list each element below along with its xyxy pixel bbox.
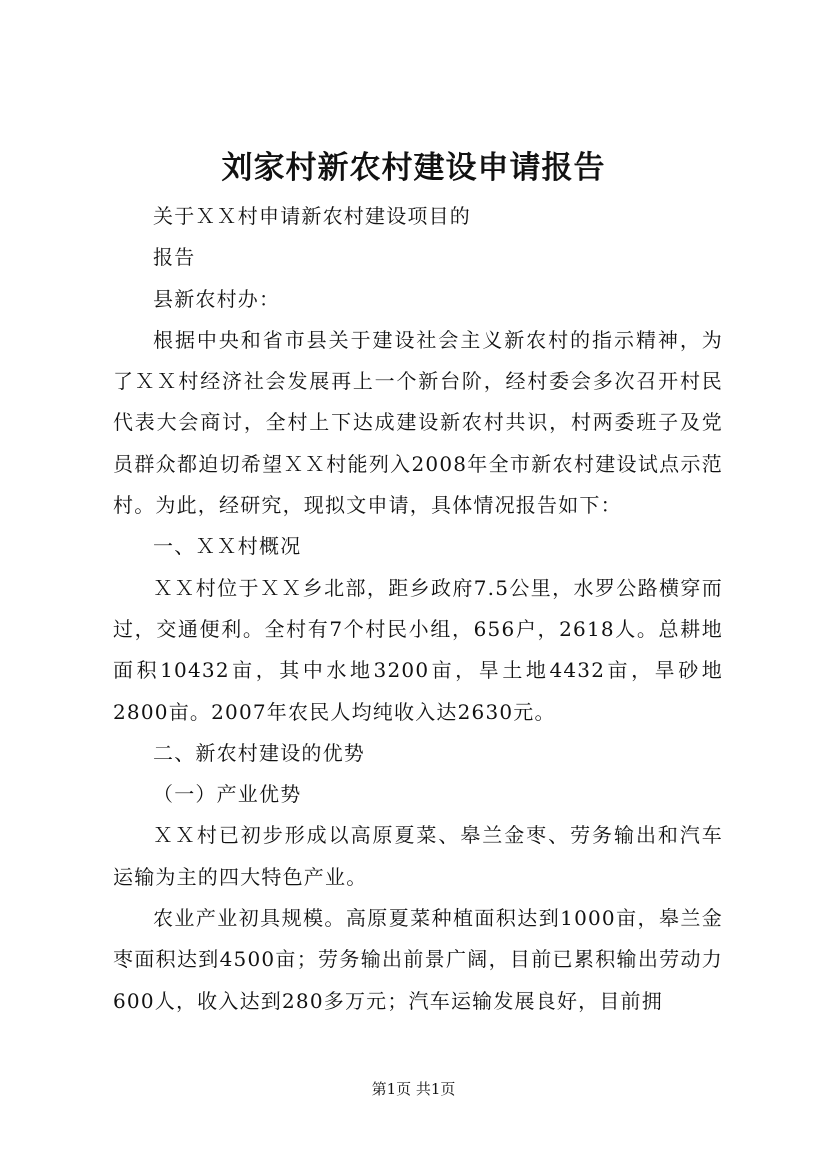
paragraph-industries: ＸＸ村已初步形成以高原夏菜、皋兰金枣、劳务输出和汽车运输为主的四大特色产业。 <box>113 823 723 889</box>
paragraph-agriculture: 农业产业初具规模。高原夏菜种植面积达到1000亩，皋兰金枣面积达到4500亩；劳务输出前景广阔，目前已累积输出劳动力600人，收入达到280多万元；汽车运输发展良好，目前拥 <box>113 906 723 1013</box>
paragraph-subject-line2: 报告 <box>153 245 196 270</box>
heading-industry-advantage: （一）产业优势 <box>153 782 302 807</box>
paragraph-subject-line1: 关于ＸＸ村申请新农村建设项目的 <box>153 204 471 228</box>
document-title: 刘家村新农村建设申请报告 <box>221 150 606 186</box>
document-body <box>113 196 723 1022</box>
page-footer: 第1页 共1页 <box>371 1080 456 1098</box>
heading-advantages: 二、新农村建设的优势 <box>153 740 365 765</box>
paragraph-village-overview: ＸＸ村位于ＸＸ乡北部，距乡政府7.5公里，水罗公路横穿而过，交通便利。全村有7个村民小组，656户，2618人。总耕地面积10432亩，其中水地3200亩，旱土地4432亩，旱砂地2800亩。2007年农民人均纯收入达2630元。 <box>113 575 723 724</box>
heading-village-overview: 一、ＸＸ村概况 <box>153 534 302 559</box>
paragraph-intro: 根据中央和省市县关于建设社会主义新农村的指示精神，为了ＸＸ村经济社会发展再上一个新台阶，经村委会多次召开村民代表大会商讨，全村上下达成建设新农村共识，村两委班子及党员群众都迫切希望ＸＸ村能列入2008年全市新农村建设试点示范村。为此，经研究，现拟文申请，具体情况报告如下： <box>113 327 723 518</box>
paragraph-recipient: 县新农村办： <box>153 286 281 311</box>
